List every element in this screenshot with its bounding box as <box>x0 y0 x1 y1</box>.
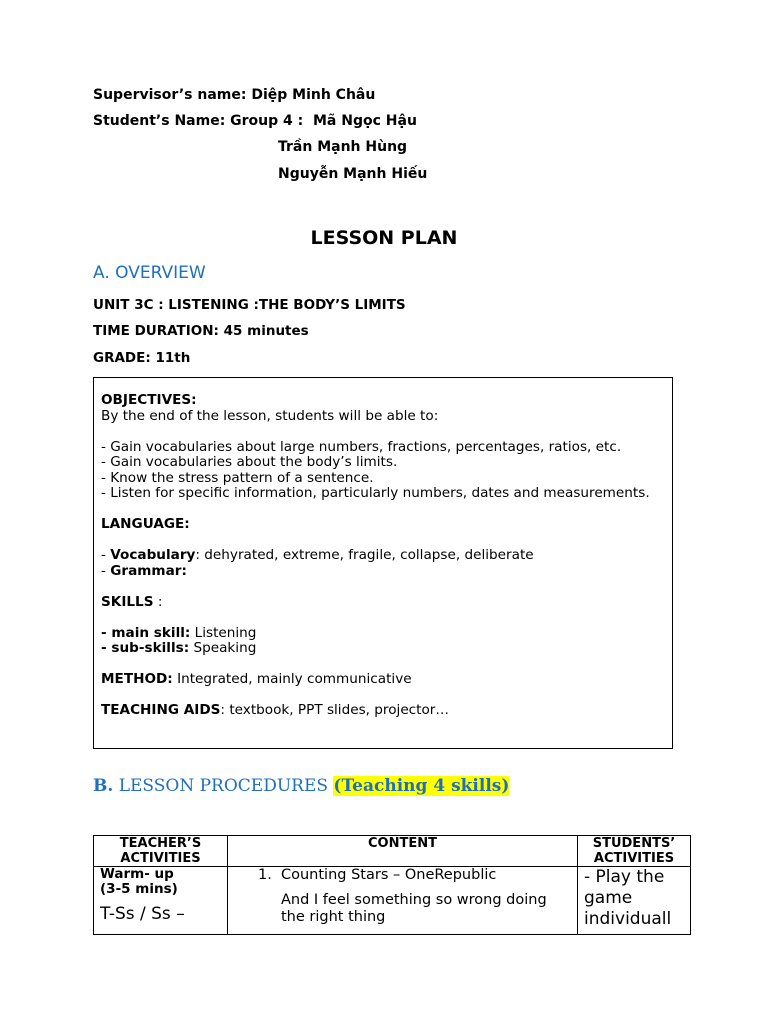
main-skill-line: - main skill: Listening <box>101 624 257 641</box>
objective-item: - Gain vocabularies about the body’s limits. <box>101 454 398 470</box>
students-activities-header: STUDENTS’ ACTIVITIES <box>578 836 691 867</box>
grade-line: GRADE: 11th <box>93 350 191 366</box>
objectives-box <box>93 377 673 749</box>
student-names-label: Student’s Name: Group 4 : Mã Ngọc Hậu <box>93 113 417 129</box>
students-cell: - Play the game individuall <box>578 867 691 935</box>
skills-line: SKILLS : <box>101 593 163 610</box>
supervisor-name: Supervisor’s name: Diệp Minh Châu <box>93 87 376 103</box>
method-line: METHOD: Integrated, mainly communicative <box>101 671 412 687</box>
objectives-intro: By the end of the lesson, students will be able to: <box>101 407 439 424</box>
teacher-activities-header: TEACHER’S ACTIVITIES <box>94 836 228 867</box>
student-name-2: Trần Mạnh Hùng <box>278 139 408 155</box>
procedures-table <box>93 835 691 935</box>
teacher-cell: Warm- up (3-5 mins) T-Ss / Ss – <box>94 867 228 935</box>
content-cell: 1. Counting Stars – OneRepublic And I feel something so wrong doing the right thing <box>228 867 578 935</box>
unit-line: UNIT 3C : LISTENING :THE BODY’S LIMITS <box>93 297 406 313</box>
grammar-line: - Grammar: <box>101 562 187 579</box>
student-name-3: Nguyễn Mạnh Hiếu <box>278 166 428 182</box>
table-row <box>94 867 691 935</box>
time-duration: TIME DURATION: 45 minutes <box>93 323 309 339</box>
procedures-highlight: (Teaching 4 skills) <box>333 776 510 796</box>
objective-item: - Gain vocabularies about large numbers, fractions, percentages, ratios, etc. <box>101 438 622 455</box>
language-label: LANGUAGE: <box>101 516 190 532</box>
overview-heading: A. OVERVIEW <box>93 263 206 283</box>
objectives-label: OBJECTIVES: <box>101 392 197 408</box>
page-title: LESSON PLAN <box>310 227 458 249</box>
sub-skill-line: - sub-skills: Speaking <box>101 640 257 656</box>
objective-item: - Listen for specific information, particularly numbers, dates and measurements. <box>101 485 650 501</box>
procedures-heading: B. LESSON PROCEDURES (Teaching 4 skills) <box>93 776 510 796</box>
vocabulary-line: - Vocabulary: dehyrated, extreme, fragile, collapse, deliberate <box>101 547 534 563</box>
content-header: CONTENT <box>228 836 578 867</box>
table-header-row <box>94 836 691 867</box>
teaching-aids-line: TEACHING AIDS: textbook, PPT slides, projector… <box>101 702 449 718</box>
objective-item: - Know the stress pattern of a sentence. <box>101 469 374 486</box>
